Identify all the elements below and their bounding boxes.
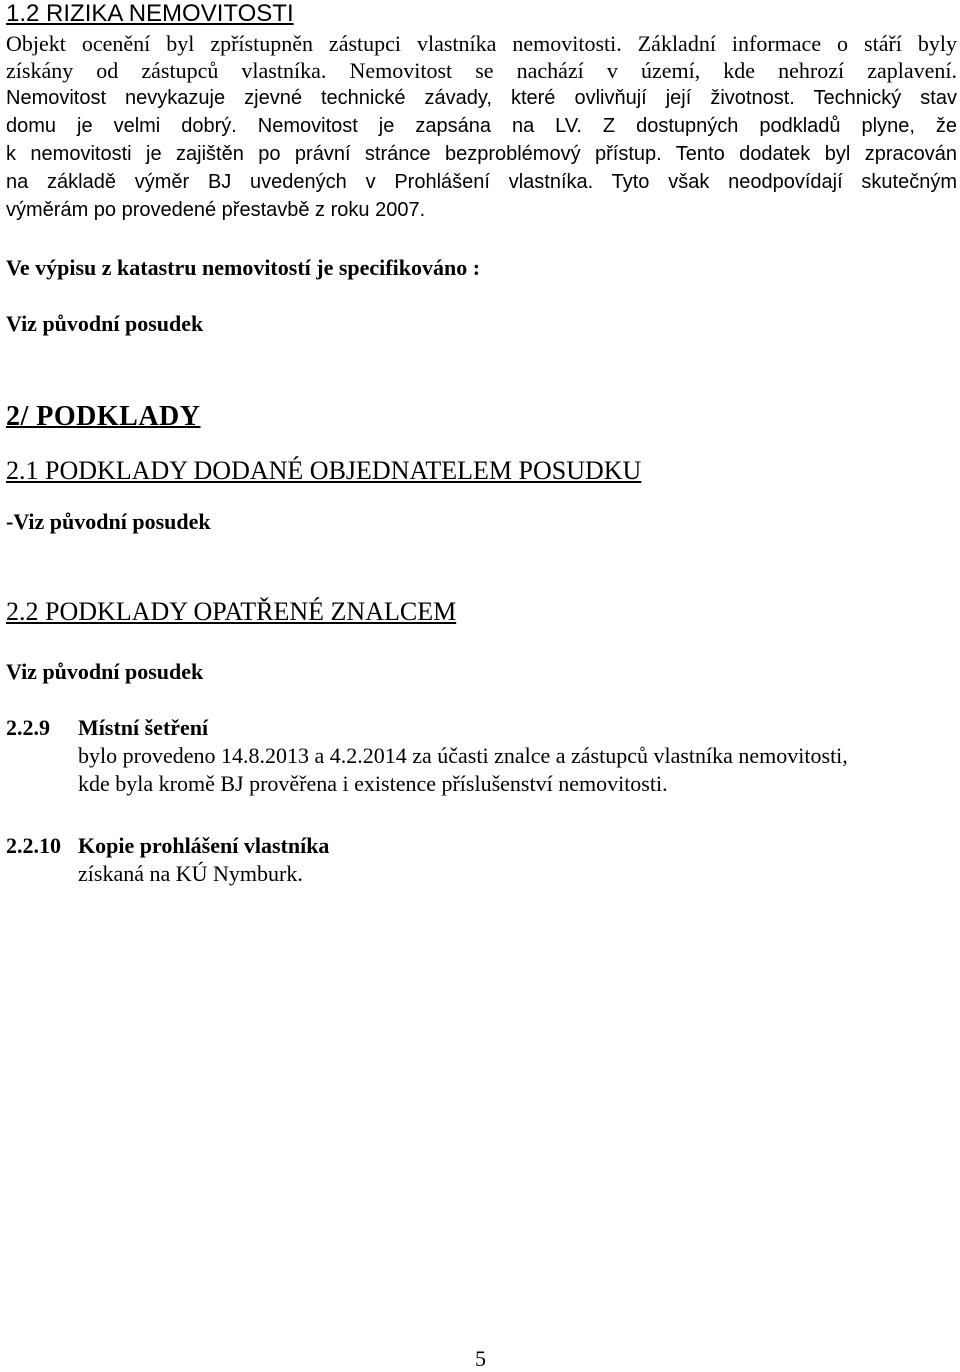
item-title-2-2-10: Kopie prohlášení vlastníka	[78, 833, 330, 858]
paragraph-line: Objekt ocenění byl zpřístupněn zástupci vlastníka nemovitosti. Základní informace o stáří byly	[6, 31, 957, 56]
paragraph-line: na základě výměr BJ uvedených v Prohlášení vlastníka. Tyto však neodpovídají skutečným	[6, 171, 957, 193]
katastr-note: Ve výpisu z katastru nemovitostí je specifikováno :	[6, 255, 481, 280]
item-text-line: bylo provedeno 14.8.2013 a 4.2.2014 za účasti znalce a zástupců vlastníka nemovitosti,	[78, 743, 848, 768]
paragraph-line: Nemovitost nevykazuje zjevné technické závady, které ovlivňují její životnost. Technický stav	[6, 87, 957, 109]
paragraph-line: výměrám po provedené přestavbě z roku 2007.	[6, 199, 426, 221]
item-text-line: získaná na KÚ Nymburk.	[78, 861, 303, 886]
paragraph-line: k nemovitosti je zajištěn po právní stránce bezproblémový přístup. Tento dodatek byl zpracován	[6, 143, 957, 165]
paragraph-line: získány od zástupců vlastníka. Nemovitost se nachází v území, kde nehrozí zaplavení.	[6, 58, 957, 83]
item-number-2-2-9: 2.2.9	[6, 715, 50, 740]
page-number: 5	[475, 1346, 486, 1371]
subsection-heading-2-1: 2.1 PODKLADY DODANÉ OBJEDNATELEM POSUDKU	[6, 456, 642, 485]
section-heading-rizika: 1.2 RIZIKA NEMOVITOSTI	[6, 0, 294, 27]
subsection-heading-2-2: 2.2 PODKLADY OPATŘENÉ ZNALCEM	[6, 597, 457, 626]
reference-text: Viz původní posudek	[6, 311, 204, 336]
subsection-text-2-2: Viz původní posudek	[6, 659, 204, 684]
section-heading-podklady: 2/ PODKLADY	[6, 401, 201, 432]
item-number-2-2-10: 2.2.10	[6, 833, 61, 858]
paragraph-line: domu je velmi dobrý. Nemovitost je zapsána na LV. Z dostupných podkladů plyne, že	[6, 115, 957, 137]
subsection-text-2-1: -Viz původní posudek	[6, 509, 211, 534]
item-text-line: kde byla kromě BJ prověřena i existence příslušenství nemovitosti.	[78, 771, 668, 796]
item-title-2-2-9: Místní šetření	[78, 715, 209, 740]
